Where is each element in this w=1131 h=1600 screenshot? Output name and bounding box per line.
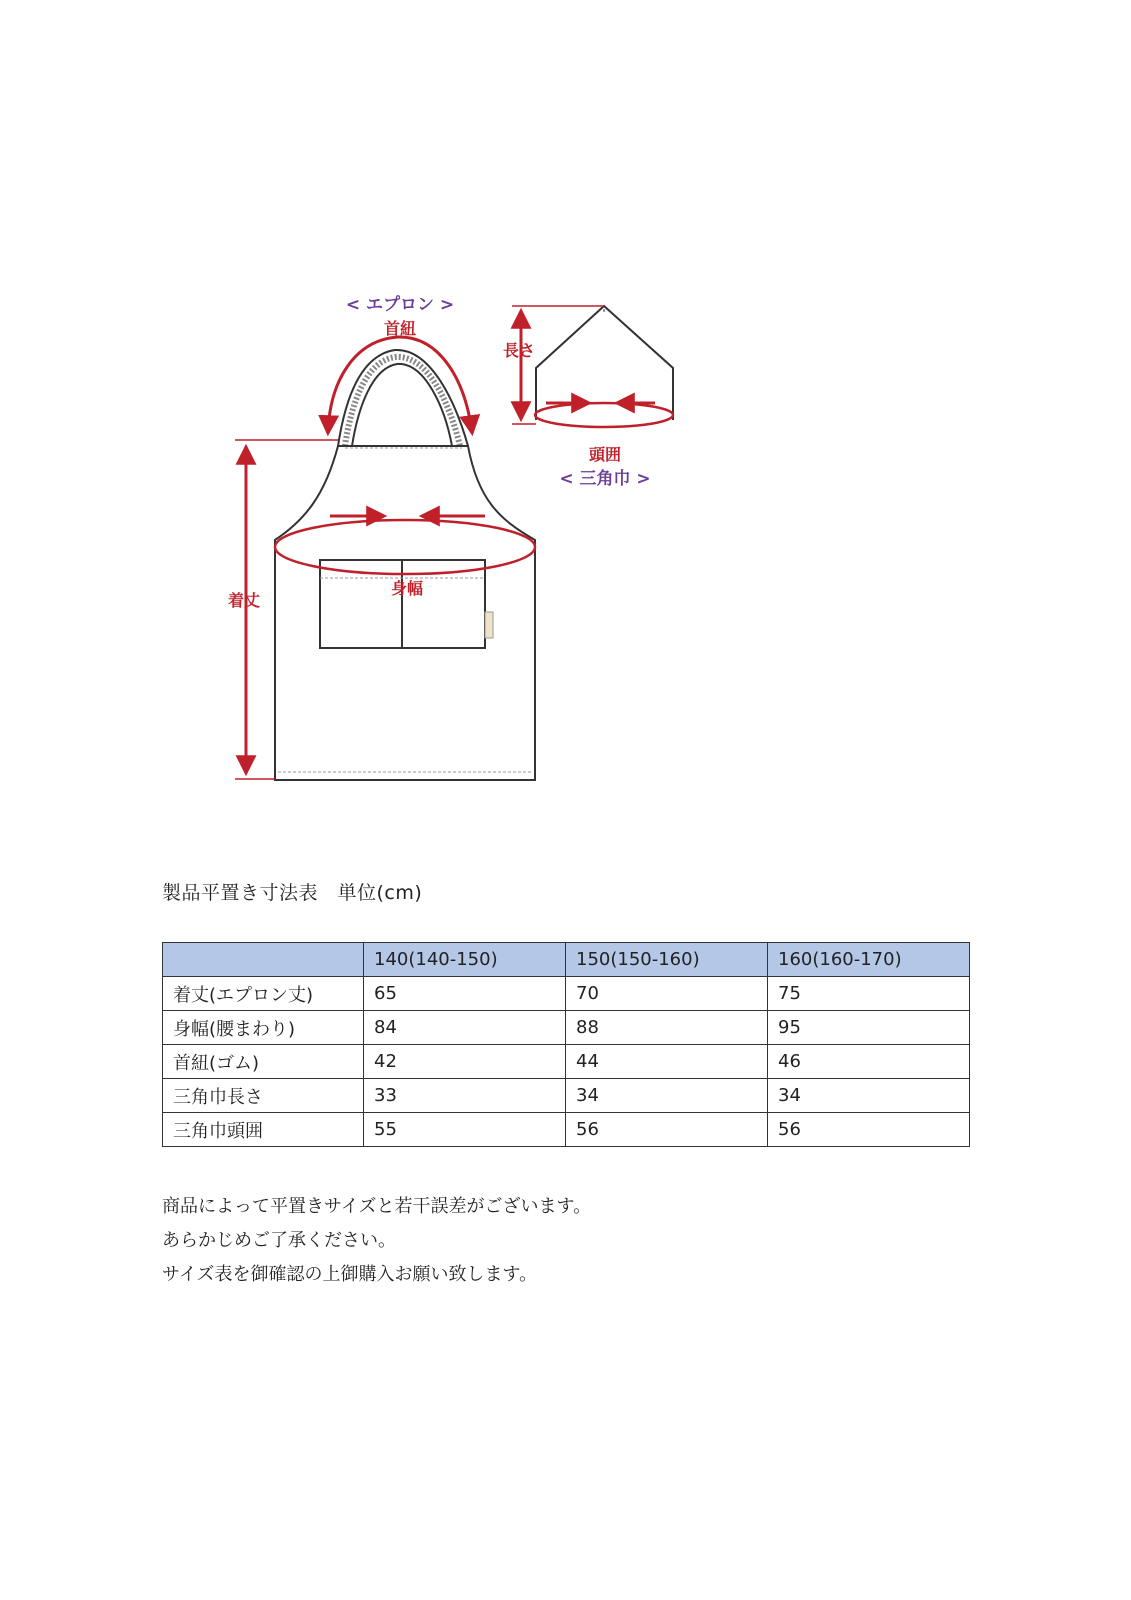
table-cell: 56 (566, 1113, 768, 1147)
row-label: 首紐(ゴム) (163, 1045, 364, 1079)
neck-strap-label: 首紐 (383, 319, 417, 338)
table-cell: 42 (364, 1045, 566, 1079)
table-header-row (163, 943, 970, 977)
row-label: 身幅(腰まわり) (163, 1011, 364, 1045)
head-circ-label: 頭囲 (588, 445, 622, 464)
note-line-1: 商品によって平置きサイズと若干誤差がございます。 (162, 1196, 592, 1217)
table-cell: 46 (768, 1045, 970, 1079)
table-cell: 34 (768, 1079, 970, 1113)
table-cell: 84 (364, 1011, 566, 1045)
table-cell: 88 (566, 1011, 768, 1045)
table-row (163, 1045, 970, 1079)
table-cell: 33 (364, 1079, 566, 1113)
header-cell-140: 140(140-150) (364, 943, 566, 977)
apron-body (275, 446, 535, 780)
size-table (162, 942, 970, 1147)
table-row (163, 977, 970, 1011)
row-label: 三角巾頭囲 (163, 1113, 364, 1147)
header-cell-160: 160(160-170) (768, 943, 970, 977)
note-line-2: あらかじめご了承ください。 (162, 1230, 396, 1251)
table-cell: 34 (566, 1079, 768, 1113)
note-line-3: サイズ表を御確認の上御購入お願い致します。 (162, 1264, 538, 1285)
table-cell: 95 (768, 1011, 970, 1045)
table-cell: 44 (566, 1045, 768, 1079)
table-cell: 70 (566, 977, 768, 1011)
header-cell-blank (163, 943, 364, 977)
length-label: 着丈 (227, 591, 261, 610)
table-cell: 75 (768, 977, 970, 1011)
header-cell-150: 150(150-160) (566, 943, 768, 977)
apron-title: < エプロン > (345, 295, 455, 315)
table-cell: 55 (364, 1113, 566, 1147)
table-row (163, 1079, 970, 1113)
row-label: 三角巾長さ (163, 1079, 364, 1113)
table-title: 製品平置き寸法表 単位(cm) (162, 882, 423, 904)
kerchief-title: < 三角巾 > (559, 469, 651, 489)
table-cell: 65 (364, 977, 566, 1011)
row-label: 着丈(エプロン丈) (163, 977, 364, 1011)
table-row (163, 1113, 970, 1147)
table-cell: 56 (768, 1113, 970, 1147)
table-row (163, 1011, 970, 1045)
kerchief-length-label: 長さ (502, 341, 536, 360)
width-label: 身幅 (390, 579, 424, 598)
